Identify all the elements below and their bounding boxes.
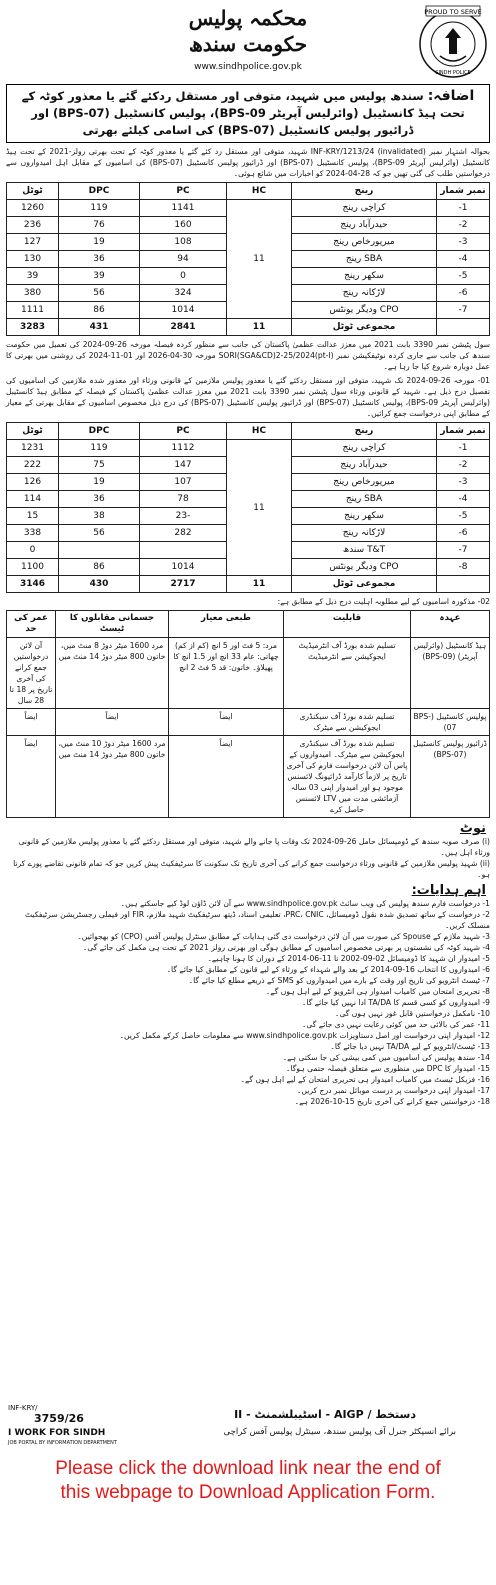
test-cell: مرد 1600 میٹر دوڑ 8 منٹ میں، خاتون 800 میٹر دوڑ 14 منٹ میں (56, 638, 169, 709)
post-cell: ڈرائیور پولیس کانسٹیبل (BPS-07) (411, 736, 490, 818)
test-cell: مرد 1600 میٹر دوڑ 10 منٹ میں، خاتون 800 میٹر دوڑ 14 منٹ میں (56, 736, 169, 818)
list-item: 8- تحریری امتحان میں کامیاب امیدوار ہی انٹرویو کے لیے اہل ہوں گے۔ (265, 987, 490, 996)
col-qualification: قابلیت (284, 611, 411, 638)
list-item: 11- عمر کی بالائی حد میں کوئی رعایت نہیں دی جائے گی۔ (301, 1020, 490, 1029)
pc-cell: 108 (140, 234, 227, 251)
col-age-limit: عمر کی حد (7, 611, 56, 638)
table-row (7, 736, 490, 818)
col-serial: نمبر شمار (437, 183, 490, 200)
hc-merged-cell: 11 (227, 200, 292, 319)
serial-cell: 1- (437, 200, 490, 217)
table-total-row (7, 319, 490, 336)
total-cell: 380 (7, 285, 59, 302)
total-cell: 1231 (7, 440, 59, 457)
table-row (7, 440, 490, 457)
sindh-police-logo (416, 4, 490, 80)
pc-cell: 282 (140, 525, 227, 542)
col-dpc: DPC (59, 423, 140, 440)
pc-cell: 107 (140, 474, 227, 491)
range-cell: SBA رینج (292, 491, 437, 508)
col-range: رینج (292, 183, 437, 200)
list-item: 10- نامکمل درخواستیں قابل غور نہیں ہوں گی۔ (335, 1009, 490, 1018)
list-item: 14- سندھ پولیس کی اسامیوں میں کمی بیشی کی جا سکتی ہے۔ (282, 1053, 490, 1062)
age-cell: آن لائن درخواستیں جمع کرانے کی آخری تاریخ پر 18 تا 28 سال (7, 638, 56, 709)
range-cell: لاڑکانہ رینج (292, 525, 437, 542)
signature-subline: برائے انسپکٹر جنرل آف پولیس سندھ، سینٹرل پولیس آفس کراچی (223, 1427, 456, 1437)
col-hc: HC (227, 423, 292, 440)
footer (0, 1402, 496, 1454)
list-item: 17- امیدوار اپنی درخواست پر درست موبائل نمبر درج کریں۔ (296, 1086, 490, 1095)
pc-total: 2841 (140, 319, 227, 336)
dpc-cell: 56 (59, 525, 140, 542)
hc-merged-cell: 11 (227, 440, 292, 576)
serial-cell: 7- (437, 542, 490, 559)
eligibility-table (6, 610, 490, 818)
pc-cell: 1112 (140, 440, 227, 457)
dpc-cell: 56 (59, 285, 140, 302)
dpc-cell: 86 (59, 559, 140, 576)
col-serial: نمبر شمار (437, 423, 490, 440)
pc-cell: 94 (140, 251, 227, 268)
total-cell: 126 (7, 474, 59, 491)
notice-line-2: this webpage to Download Application Form. (60, 1482, 436, 1503)
reference-paragraph: بحوالہ اشتہار نمبر INF-KRY/1213/24 (invalidated) شہید، متوفی اور مستقل رد کئے گئے یا معذور کوٹہ کے تحت بھرتی رولز-2021 کے تحت ہیڈ کانسٹیبل (وائرلیس آپریٹر BPS-09)، پولیس کانسٹیبل (BPS-07) اور ڈرائیور پولیس کانسٹیبل (BPS-07) کی اسامیوں کے مقابل اہل امیدواروں سے درخواستیں طلب کی گئی تھیں جو کہ 28-04-2024 کو اخبارات میں شائع ہوئی۔ (6, 147, 491, 178)
dpc-cell: 38 (59, 508, 140, 525)
list-item: 4- شہید کوٹہ کی نشستوں پر بھرتی مخصوص اسامیوں کے مطابق ہوگی اور بھرتی رولز 2021 کے تحت ہی مکمل کی جائے گی۔ (82, 943, 490, 952)
pc-cell: 1014 (140, 302, 227, 319)
dpc-cell: 86 (59, 302, 140, 319)
table-row (7, 709, 490, 736)
addendum-tag: اضافہ: (427, 88, 475, 104)
criteria-intro: 02- مذکورہ اسامیوں کے لیے مطلوبہ اہلیت درج ذیل کے مطابق ہے: (277, 597, 490, 606)
total-cell: 114 (7, 491, 59, 508)
dpc-cell: 36 (59, 491, 140, 508)
range-cell: کراچی رینج (292, 200, 437, 217)
hc-total: 11 (227, 319, 292, 336)
table-header-row (7, 611, 490, 638)
qualification-cell: تسلیم شدہ بورڈ آف سیکنڈری ایجوکیشن سے میٹرک (284, 709, 411, 736)
list-item: (i) صرف صوبہ سندھ کے ڈومیسائل حامل 26-09-2024 تک وفات پا جانے والے شہید، متوفی اور مستقل ردکئے گئے یا معذور پولیس ملازمین کے قانونی ورثاء اہل ہیں۔ (18, 837, 490, 857)
vacancy-table-1 (6, 182, 490, 336)
serial-cell: 2- (437, 457, 490, 474)
col-hc: HC (227, 183, 292, 200)
col-range: رینج (292, 423, 437, 440)
pc-cell: 78 (140, 491, 227, 508)
total-cell: 127 (7, 234, 59, 251)
serial-cell: 1- (437, 440, 490, 457)
pc-cell: 0 (140, 268, 227, 285)
physical-cell: ایضاً (169, 736, 284, 818)
pc-cell (140, 542, 227, 559)
post-cell: ہیڈ کانسٹیبل (وائرلیس آپریٹر) (BPS-09) (411, 638, 490, 709)
range-cell: CPO ودیگر یونٹس (292, 559, 437, 576)
range-cell: SBA رینج (292, 251, 437, 268)
serial-cell (437, 319, 490, 336)
dpc-cell: 36 (59, 251, 140, 268)
list-item: 5- امیدوار ان شہید کا ڈومیسائل 02-09-2002 تا 11-06-2014 کے دوران کا ہونا چاہیے۔ (207, 954, 490, 963)
total-cell: 222 (7, 457, 59, 474)
serial-cell (437, 576, 490, 593)
signature-line: دستخط / AIGP - اسٹیبلشمنٹ - II (234, 1408, 416, 1421)
header (0, 0, 496, 82)
headline-band (6, 84, 490, 143)
range-cell: T&T سندھ (292, 542, 437, 559)
range-cell: میرپورخاص رینج (292, 474, 437, 491)
total-cell: 1260 (7, 200, 59, 217)
total-label: مجموعی ٹوٹل (292, 576, 437, 593)
list-item: 15- امیدوار کا DPC میں منظوری سے متعلق فیصلہ حتمی ہوگا۔ (286, 1064, 490, 1073)
vacancy-table-2 (6, 422, 490, 593)
range-cell: سکھر رینج (292, 268, 437, 285)
table-row (7, 638, 490, 709)
dpc-total: 431 (59, 319, 140, 336)
dpc-cell: 119 (59, 440, 140, 457)
job-portal-text: JOB PORTAL BY INFORMATION DEPARTMENT (8, 1440, 117, 1446)
dpc-total: 430 (59, 576, 140, 593)
col-total: ٹوٹل (7, 183, 59, 200)
col-post: عہدہ (411, 611, 490, 638)
total-label: مجموعی ٹوٹل (292, 319, 437, 336)
list-item: 16- فزیکل ٹیسٹ میں کامیاب امیدوار ہی تحریری امتحان کے لیے اہل ہوں گے۔ (240, 1075, 490, 1084)
pc-cell: -23 (140, 508, 227, 525)
post-cell: پولیس کانسٹیبل (BPS-07) (411, 709, 490, 736)
serial-cell: 4- (437, 251, 490, 268)
serial-cell: 6- (437, 525, 490, 542)
pc-cell: 324 (140, 285, 227, 302)
range-cell: حیدرآباد رینج (292, 457, 437, 474)
court-order-paragraph: سول پٹیشن نمبر 3390 بابت 2021 میں معزز عدالت عظمیٰ پاکستان کی جانب سے منظور کردہ فیصلہ مورخہ 26-09-2024 کی تعمیل میں حکومت سندھ کی جانب سے جاری کردہ نوٹیفکیشن نمبر SORI(SGA&CD)2-25/2024(pt-I) مورخہ 30-04-2026 اور 01-11-2024 کی روشنی میں بھرتی کا عمل دوبارہ شروع کیا جا رہا ہے۔ (6, 340, 491, 371)
table-row (7, 200, 490, 217)
table-total-row (7, 576, 490, 593)
dpc-cell: 19 (59, 474, 140, 491)
download-notice (0, 1457, 496, 1505)
eligibility-paragraph: 01- مورخہ 26-09-2024 تک شہید، متوفی اور مستقل ردکئے گئے یا معذور پولیس ملازمین کے قانونی ورثاء اور معذور شدہ ملازمین کی اسامیوں کی تفصیل درج ذیل ہے۔ شہید کے قانونی ورثاء سول پٹیشن نمبر 3390 بابت 2021 میں معزز عدالت عظمیٰ پاکستان کے فیصلہ کے مطابق ہیڈ کانسٹیبل (وائرلیس آپریٹر BPS-09)، پولیس کانسٹیبل (BPS-07) اور ڈرائیور پولیس کانسٹیبل (BPS-07) کی درج ذیل مخصوص اسامیوں کے مقابل بھرتی کے معیار کے مطابق اپنی درخواست جمع کرائیں۔ (6, 376, 491, 418)
total-cell: 1100 (7, 559, 59, 576)
total-cell: 39 (7, 268, 59, 285)
hc-total: 11 (227, 576, 292, 593)
age-cell: ایضاً (7, 709, 56, 736)
serial-cell: 3- (437, 234, 490, 251)
list-item: 9- امیدواروں کو کسی قسم کا TA/DA ادا نہیں کیا جائے گا۔ (301, 998, 490, 1007)
headline-text: سندھ پولیس میں شہید، متوفی اور مستقل ردکئے گئے یا معذور کوٹہ کے تحت ہیڈ کانسٹیبل (وائرلیس آپریٹر BPS-09)، پولیس کانسٹیبل (BPS-07) اور ڈرائیور پولیس کانسٹیبل (BPS-07) کی اسامی کیلئے بھرتی (21, 89, 465, 137)
age-cell: ایضاً (7, 736, 56, 818)
pc-cell: 147 (140, 457, 227, 474)
note-heading: نوٹ (459, 821, 486, 836)
grand-total: 3146 (7, 576, 59, 593)
table-header-row (7, 423, 490, 440)
physical-cell: ایضاً (169, 709, 284, 736)
col-total: ٹوٹل (7, 423, 59, 440)
total-cell: 338 (7, 525, 59, 542)
total-cell: 236 (7, 217, 59, 234)
instructions-heading: اہم ہدایات: (411, 883, 486, 898)
website-text: www.sindhpolice.gov.pk (194, 62, 302, 72)
serial-cell: 8- (437, 559, 490, 576)
logo-bottom-text: SINDH POLICE (435, 70, 471, 76)
serial-cell: 3- (437, 474, 490, 491)
pc-cell: 160 (140, 217, 227, 234)
government-title: حکومت سندھ (188, 32, 308, 56)
col-pc: PC (140, 183, 227, 200)
range-cell: حیدرآباد رینج (292, 217, 437, 234)
serial-cell: 5- (437, 508, 490, 525)
pc-cell: 1141 (140, 200, 227, 217)
physical-cell: مرد: 5 فٹ اور 5 انچ (کم از کم) چھاتی: عام 33 انچ اور 1.5 انچ کا پھیلاؤ۔ خاتون: قد 5 فٹ 2 انچ (169, 638, 284, 709)
range-cell: CPO ودیگر یونٹس (292, 302, 437, 319)
list-item: (ii) شہید پولیس ملازمین کے قانونی ورثاء درخواست جمع کرانے کی آخری تاریخ تک سکونت کا سرٹیفکیٹ پیش کریں جو کہ تمام قانونی تقاضے پورے کرتا ہو۔ (13, 859, 490, 879)
col-physical-standard: طبعی معیار (169, 611, 284, 638)
work-for-sindh-logo: I WORK FOR SINDH (8, 1428, 106, 1438)
serial-cell: 4- (437, 491, 490, 508)
range-cell: سکھر رینج (292, 508, 437, 525)
total-cell: 0 (7, 542, 59, 559)
list-item: 12- امیدوار اپنی درخواست اور اصل دستاویزات www.sindhpolice.gov.pk سے معلومات حاصل کرکے مکمل کریں۔ (119, 1031, 490, 1040)
test-cell: ایضاً (56, 709, 169, 736)
pc-total: 2717 (140, 576, 227, 593)
list-item: 7- ٹیسٹ انٹرویو کی تاریخ اور وقت کے بارے میں امیدواروں کو SMS کے ذریعے مطلع کیا جائے گا۔ (188, 976, 490, 985)
pc-cell: 1014 (140, 559, 227, 576)
total-cell: 1111 (7, 302, 59, 319)
inf-label: INF-KRY/ (8, 1404, 38, 1412)
dpc-cell (59, 542, 140, 559)
serial-cell: 2- (437, 217, 490, 234)
dpc-cell: 39 (59, 268, 140, 285)
list-item: 13- ٹیسٹ/انٹرویو کے لیے TA/DA نہیں دیا جائے گا۔ (330, 1042, 490, 1051)
range-cell: میرپورخاص رینج (292, 234, 437, 251)
serial-cell: 6- (437, 285, 490, 302)
dpc-cell: 19 (59, 234, 140, 251)
dpc-cell: 119 (59, 200, 140, 217)
dpc-cell: 76 (59, 217, 140, 234)
qualification-cell: تسلیم شدہ بورڈ آف انٹرمیڈیٹ ایجوکیشن سے انٹرمیڈیٹ (284, 638, 411, 709)
qualification-cell: تسلیم شدہ بورڈ آف سیکنڈری ایجوکیشن سے میٹرک۔ امیدواروں کے پاس آن لائن درخواست فارم کی آخری تاریخ پر لازماً کارآمد ڈرائیونگ لائسنس موجود ہو اور امیدوار اپنی 03 سالہ آزمائشی مدت میں LTV لائسنس حاصل کرے (284, 736, 411, 818)
dpc-cell: 75 (59, 457, 140, 474)
range-cell: کراچی رینج (292, 440, 437, 457)
range-cell: لاڑکانہ رینج (292, 285, 437, 302)
list-item: 3- شہید ملازم کے Spouse کی صورت میں آن لائن درخواست دی گئی ہدایات کے مطابق سنٹرل پولیس آفس (CPO) کو بھجوائیں۔ (77, 932, 490, 941)
total-cell: 130 (7, 251, 59, 268)
list-item: 2- درخواست کے ساتھ تصدیق شدہ نقول ڈومیسائل، PRC، CNIC، تعلیمی اسناد، ڈیتھ سرٹیفکیٹ شہید ملازم، FIR اور فیملی رجسٹریشن سرٹیفکیٹ منسلک کریں۔ (24, 910, 490, 930)
serial-cell: 5- (437, 268, 490, 285)
notes-list (6, 836, 490, 880)
list-item: 1- درخواست فارم سندھ پولیس کی ویب سائٹ www.sindhpolice.gov.pk سے آن لائن ڈاؤن لوڈ کیے جاسکتے ہیں۔ (120, 899, 490, 908)
col-pc: PC (140, 423, 227, 440)
department-title: محکمہ پولیس (188, 6, 308, 30)
logo-top-text: PROUD TO SERVE (424, 8, 482, 16)
serial-cell: 7- (437, 302, 490, 319)
col-physical-test: جسمانی مقابلوں کا ٹیسٹ (56, 611, 169, 638)
list-item: 18- درخواستیں جمع کرانے کی آخری تاریخ 15-10-2026 ہے۔ (294, 1097, 490, 1106)
inf-number: 3759/26 (34, 1412, 84, 1425)
table-header-row (7, 183, 490, 200)
list-item: 6- امیدواروں کا انتخاب 16-09-2014 کے بعد والے شہداء کے ورثاء کے لیے قانون کے مطابق کیا جائے گا۔ (166, 965, 490, 974)
col-dpc: DPC (59, 183, 140, 200)
instructions-list (6, 898, 490, 1107)
grand-total: 3283 (7, 319, 59, 336)
total-cell: 15 (7, 508, 59, 525)
notice-line-1: Please click the download link near the end of (55, 1458, 441, 1479)
